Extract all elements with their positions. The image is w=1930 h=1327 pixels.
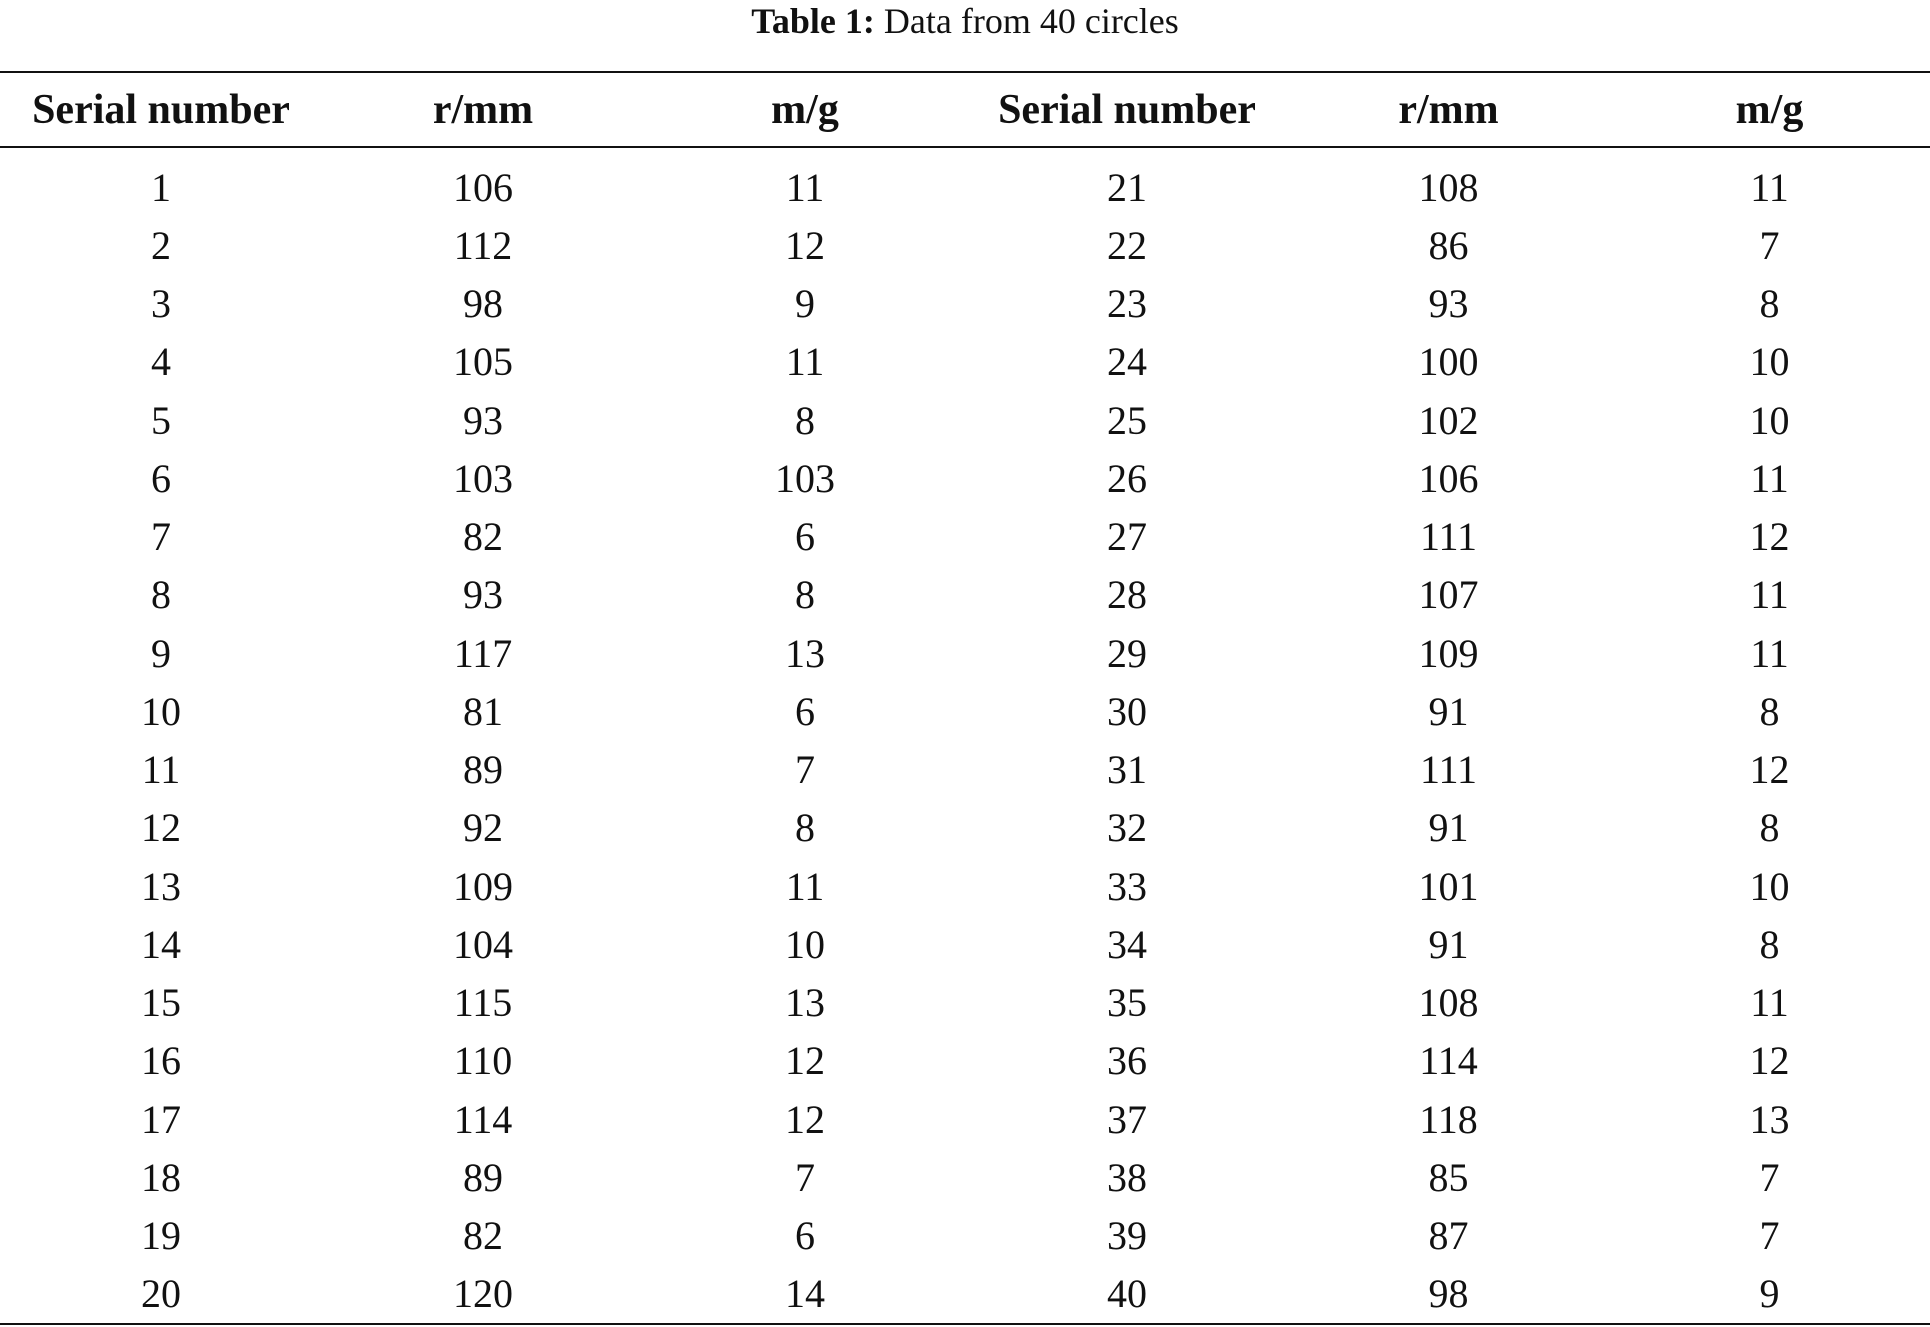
cell-radius-right: 93 — [1428, 281, 1469, 327]
cell-mass-left: 12 — [785, 222, 825, 268]
cell-serial-number-left: 3 — [151, 281, 171, 327]
cell-mass-right: 7 — [1759, 222, 1780, 268]
cell-serial-number-right: 27 — [1107, 514, 1147, 560]
table-row — [0, 449, 1930, 507]
cell-mass-left: 6 — [795, 1213, 815, 1259]
cell-serial-number-right: 37 — [1107, 1096, 1147, 1142]
cell-radius-right: 100 — [1418, 339, 1479, 385]
table-row — [0, 799, 1930, 857]
table-row — [0, 566, 1930, 624]
cell-mass-right: 10 — [1749, 397, 1790, 443]
cell-mass-right: 12 — [1749, 514, 1790, 560]
table-row — [0, 741, 1930, 799]
cell-radius-left: 98 — [463, 281, 503, 327]
header-mass-right: m/g — [1735, 86, 1804, 133]
cell-serial-number-right: 38 — [1107, 1154, 1147, 1200]
cell-mass-right: 8 — [1759, 921, 1780, 967]
cell-mass-left: 8 — [795, 572, 815, 618]
cell-radius-left: 82 — [463, 514, 503, 560]
table-caption-label: Table 1: — [751, 1, 875, 41]
cell-radius-right: 91 — [1428, 921, 1469, 967]
table-row — [0, 508, 1930, 566]
cell-mass-right: 11 — [1750, 980, 1789, 1026]
cell-serial-number-left: 19 — [141, 1213, 181, 1259]
table-row — [0, 1148, 1930, 1206]
cell-radius-right: 107 — [1418, 572, 1479, 618]
cell-serial-number-left: 9 — [151, 630, 171, 676]
cell-mass-right: 11 — [1750, 455, 1789, 501]
cell-mass-left: 8 — [795, 805, 815, 851]
table-row — [0, 1032, 1930, 1090]
cell-mass-left: 13 — [785, 630, 825, 676]
cell-radius-left: 106 — [453, 164, 513, 210]
cell-mass-left: 10 — [785, 921, 825, 967]
cell-radius-left: 109 — [453, 863, 513, 909]
cell-mass-right: 11 — [1750, 572, 1789, 618]
table-row — [0, 1207, 1930, 1265]
cell-serial-number-right: 21 — [1107, 164, 1147, 210]
cell-serial-number-right: 36 — [1107, 1038, 1147, 1084]
cell-serial-number-left: 14 — [141, 921, 181, 967]
header-mass-left: m/g — [771, 86, 839, 133]
cell-serial-number-right: 35 — [1107, 980, 1147, 1026]
cell-radius-right: 85 — [1428, 1154, 1469, 1200]
cell-radius-right: 108 — [1418, 980, 1479, 1026]
cell-radius-right: 108 — [1418, 164, 1479, 210]
table-header-row — [0, 73, 1930, 146]
data-table — [0, 73, 1930, 1323]
cell-radius-left: 89 — [463, 1154, 503, 1200]
cell-serial-number-left: 18 — [141, 1154, 181, 1200]
cell-mass-right: 7 — [1759, 1154, 1780, 1200]
cell-mass-left: 7 — [795, 747, 815, 793]
table-row — [0, 333, 1930, 391]
cell-mass-right: 8 — [1759, 805, 1780, 851]
cell-radius-left: 104 — [453, 921, 513, 967]
cell-mass-right: 12 — [1749, 1038, 1790, 1084]
cell-serial-number-right: 34 — [1107, 921, 1147, 967]
cell-mass-left: 14 — [785, 1271, 825, 1317]
cell-serial-number-left: 13 — [141, 863, 181, 909]
table-row — [0, 216, 1930, 274]
cell-mass-right: 13 — [1749, 1096, 1790, 1142]
cell-radius-left: 112 — [453, 222, 513, 268]
cell-radius-left: 114 — [453, 1096, 513, 1142]
cell-radius-left: 120 — [453, 1271, 513, 1317]
cell-radius-right: 111 — [1419, 747, 1478, 793]
cell-serial-number-left: 10 — [141, 688, 181, 734]
table-row — [0, 1090, 1930, 1148]
table-row — [0, 624, 1930, 682]
cell-radius-right: 106 — [1418, 455, 1479, 501]
cell-serial-number-left: 16 — [141, 1038, 181, 1084]
cell-radius-left: 105 — [453, 339, 513, 385]
cell-mass-right: 8 — [1759, 281, 1780, 327]
cell-serial-number-right: 22 — [1107, 222, 1147, 268]
cell-mass-right: 10 — [1749, 339, 1790, 385]
cell-mass-left: 11 — [785, 164, 825, 210]
cell-serial-number-left: 8 — [151, 572, 171, 618]
header-serial-number-right: Serial number — [998, 86, 1256, 133]
cell-radius-left: 81 — [463, 688, 503, 734]
cell-serial-number-left: 11 — [141, 747, 181, 793]
cell-radius-right: 87 — [1428, 1213, 1469, 1259]
cell-serial-number-left: 17 — [141, 1096, 181, 1142]
cell-mass-left: 8 — [795, 397, 815, 443]
table-caption — [0, 0, 1930, 42]
cell-serial-number-right: 26 — [1107, 455, 1147, 501]
cell-serial-number-right: 31 — [1107, 747, 1147, 793]
cell-radius-right: 91 — [1428, 688, 1469, 734]
cell-mass-right: 11 — [1750, 164, 1789, 210]
table-row — [0, 391, 1930, 449]
table-body — [0, 158, 1930, 1323]
cell-radius-right: 91 — [1428, 805, 1469, 851]
cell-mass-right: 12 — [1749, 747, 1790, 793]
cell-mass-left: 103 — [775, 455, 835, 501]
cell-radius-left: 89 — [463, 747, 503, 793]
table-row — [0, 275, 1930, 333]
cell-serial-number-right: 29 — [1107, 630, 1147, 676]
cell-radius-left: 110 — [453, 1038, 513, 1084]
table-row — [0, 915, 1930, 973]
cell-serial-number-left: 5 — [151, 397, 171, 443]
cell-serial-number-left: 6 — [151, 455, 171, 501]
table-row — [0, 857, 1930, 915]
cell-mass-left: 7 — [795, 1154, 815, 1200]
cell-radius-left: 93 — [463, 572, 503, 618]
cell-mass-left: 6 — [795, 688, 815, 734]
cell-radius-left: 115 — [453, 980, 513, 1026]
cell-mass-left: 11 — [785, 863, 825, 909]
cell-mass-right: 9 — [1759, 1271, 1780, 1317]
cell-radius-right: 102 — [1418, 397, 1479, 443]
table-row — [0, 974, 1930, 1032]
cell-mass-left: 6 — [795, 514, 815, 560]
cell-radius-left: 117 — [453, 630, 513, 676]
cell-mass-right: 10 — [1749, 863, 1790, 909]
table-row — [0, 158, 1930, 216]
cell-radius-right: 111 — [1419, 514, 1478, 560]
cell-serial-number-left: 20 — [141, 1271, 181, 1317]
cell-serial-number-right: 30 — [1107, 688, 1147, 734]
cell-mass-left: 12 — [785, 1038, 825, 1084]
table-bottom-rule — [0, 1323, 1930, 1325]
cell-radius-left: 82 — [463, 1213, 503, 1259]
cell-radius-right: 118 — [1419, 1096, 1478, 1142]
cell-radius-right: 98 — [1428, 1271, 1469, 1317]
cell-serial-number-left: 2 — [151, 222, 171, 268]
cell-serial-number-right: 40 — [1107, 1271, 1147, 1317]
cell-mass-right: 8 — [1759, 688, 1780, 734]
cell-mass-left: 13 — [785, 980, 825, 1026]
cell-radius-left: 93 — [463, 397, 503, 443]
cell-serial-number-right: 24 — [1107, 339, 1147, 385]
header-radius-left: r/mm — [432, 86, 534, 133]
cell-serial-number-left: 1 — [151, 164, 171, 210]
cell-mass-left: 9 — [795, 281, 815, 327]
header-serial-number-left: Serial number — [32, 86, 290, 133]
header-radius-right: r/mm — [1398, 86, 1499, 133]
table-row — [0, 1265, 1930, 1323]
cell-serial-number-left: 12 — [141, 805, 181, 851]
cell-serial-number-right: 28 — [1107, 572, 1147, 618]
cell-radius-right: 109 — [1418, 630, 1479, 676]
cell-serial-number-right: 39 — [1107, 1213, 1147, 1259]
cell-serial-number-left: 7 — [151, 514, 171, 560]
cell-mass-left: 11 — [785, 339, 825, 385]
cell-serial-number-left: 4 — [151, 339, 171, 385]
cell-serial-number-right: 33 — [1107, 863, 1147, 909]
cell-radius-right: 86 — [1428, 222, 1469, 268]
cell-serial-number-right: 23 — [1107, 281, 1147, 327]
cell-serial-number-right: 25 — [1107, 397, 1147, 443]
table-caption-text: Data from 40 circles — [883, 1, 1179, 41]
cell-mass-right: 11 — [1750, 630, 1789, 676]
cell-mass-right: 7 — [1759, 1213, 1780, 1259]
cell-radius-right: 101 — [1418, 863, 1479, 909]
cell-serial-number-left: 15 — [141, 980, 181, 1026]
cell-radius-right: 114 — [1419, 1038, 1478, 1084]
cell-radius-left: 92 — [463, 805, 503, 851]
cell-radius-left: 103 — [453, 455, 513, 501]
cell-serial-number-right: 32 — [1107, 805, 1147, 851]
table-row — [0, 682, 1930, 740]
cell-mass-left: 12 — [785, 1096, 825, 1142]
